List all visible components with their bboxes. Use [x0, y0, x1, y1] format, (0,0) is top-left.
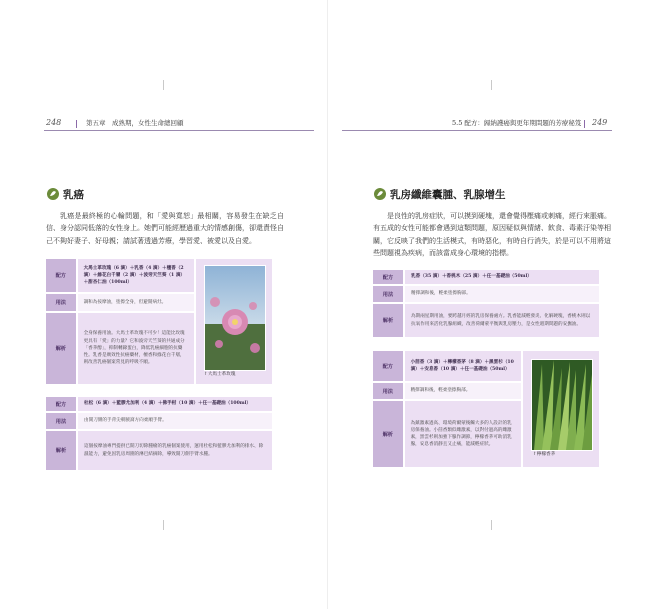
page-number: 248 [46, 118, 62, 127]
formula-table-1 [373, 270, 599, 337]
analysis-text: 為鎮激素過高、環境荷爾蒙後觸大多的人設計的乳房保養油。小茴香類似雌激素，以對付過高的雌激素，黑雲杉則加強下腺作調節，檸檬香茅可助消乳腺，安息香消靜且又止痛，能減輕症狀。 [405, 401, 521, 467]
right-running-header: 5.5 配方：歸納護癌與更年期問題的芳療秘笈 [452, 119, 582, 127]
formula-label: 配方 [373, 270, 403, 284]
header-rule [44, 130, 314, 131]
formula-label: 配方 [46, 397, 76, 411]
right-page [328, 0, 655, 609]
formula-text: 小茴香（3 滴）＋檸檬香茅（8 滴）＋黑雲杉（10 滴）＋安息香（10 滴）＋任一基礎油（50ml） [405, 351, 521, 381]
analysis-label: 解析 [46, 313, 76, 384]
intro-paragraph: 是良性的乳房症狀，可以摸到硬塊，還會覺得壓痛或刺痛，經行來脹痛。有五成的女性可能都會遇到這類問題，原因疑似與情緒、飲食、毒素汙染等相關，它反映了我們的生活模式，有時惡化，有時自行消失，於是可以不用將這些問題視為疾病，而該當成身心環境的指標。 [373, 212, 611, 258]
photo-caption: ↑檸檬香茅 [533, 452, 556, 457]
analysis-text: 為期兩星期用油，要跨越月經的乳房保養處方。乳香能減輕發炎、化解硬塊，香桃木則以抗氧作用來活化乳腺組織，改善荷爾蒙平衡與乳房壓力，是女性週期問題的安撫油。 [405, 304, 599, 337]
section-title-text: 乳房纖維囊腫、乳腺增生 [390, 189, 506, 201]
section-title [373, 187, 506, 202]
formula-text: 大馬士革玫瑰（6 滴）＋乳香（4 滴）＋檀香（2 滴）＋綠花白千層（2 滴）＋波旁天竺葵（1 滴）＋甜杏仁油（100ml） [78, 259, 194, 292]
usage-label: 用法 [373, 383, 403, 399]
formula-text: 杜松（6 滴）＋藍膠尤加利（4 滴）＋佛手柑（10 滴）＋任一基礎油（100ml） [78, 397, 272, 411]
usage-text: 由開刀側的手背尖朝腋窩方向柔順手臂。 [78, 413, 272, 429]
analysis-text: 全身保養用油。大馬士革玫瑰不可少！這能比玫瑰更具有「愛」的力量？它和波旁天竺葵的共通成分「香茅醇」，抑制轉錄蛋白，降低乳癌細胞的抗藥性。乳香是廣效性抗癌藥材，檀香和綠花白千層，則改善乳癌個案常見的呼吸不順。 [78, 313, 194, 384]
formula-label: 配方 [46, 259, 76, 292]
section-title-text: 乳癌 [63, 189, 84, 201]
analysis-label: 解析 [46, 431, 76, 470]
intro-paragraph: 乳癌是最終極的心輪問題，和「愛與寬恕」最相關，容易發生在缺乏自信、身分認同低落的女性身上。她們可能經歷過重大的情感創傷，卻還責怪自己不夠好妻子、好母親；請試著透過芳療，學習愛、被愛以及自愛。 [46, 212, 284, 245]
damask-rose-photo [204, 265, 266, 371]
formula-text: 乳香（35 滴）＋香桃木（25 滴）＋任一基礎油（50ml） [405, 270, 599, 284]
flower-icon [46, 187, 60, 201]
right-header [592, 117, 607, 129]
left-header [46, 117, 61, 129]
section-title [46, 187, 84, 202]
usage-label: 用法 [46, 413, 76, 429]
page-number: 249 [592, 118, 608, 127]
usage-text: 精擇調和後，輕柔塗擦胸部。 [405, 383, 521, 399]
formula-table-1 [46, 259, 272, 384]
formula-table-2 [373, 351, 599, 467]
flower-icon [373, 187, 387, 201]
chapter-title: 第五章 成熟期，女性生命總回顧 [86, 119, 184, 127]
analysis-label: 解析 [373, 401, 403, 467]
usage-label: 用法 [373, 286, 403, 302]
usage-text: 精擇調和後，輕柔塗擦胸部。 [405, 286, 599, 302]
analysis-text: 這個按摩油專門提供已開刀切除腫瘤的乳癌個案使用，運用杜松和藍膠尤加利的排水、除濕能力，避免因乳房周圍的淋巴結摘除，導致開刀側手臂水腫。 [78, 431, 272, 470]
left-page [0, 0, 327, 609]
lemongrass-photo [531, 359, 593, 451]
formula-label: 配方 [373, 351, 403, 381]
analysis-label: 解析 [373, 304, 403, 337]
formula-table-2 [46, 397, 272, 470]
usage-text: 調和為按摩油，塗擦全身，但避開病灶。 [78, 294, 194, 311]
header-rule [342, 130, 612, 131]
usage-label: 用法 [46, 294, 76, 311]
photo-caption: ↑大馬士革玫瑰 [204, 372, 236, 377]
